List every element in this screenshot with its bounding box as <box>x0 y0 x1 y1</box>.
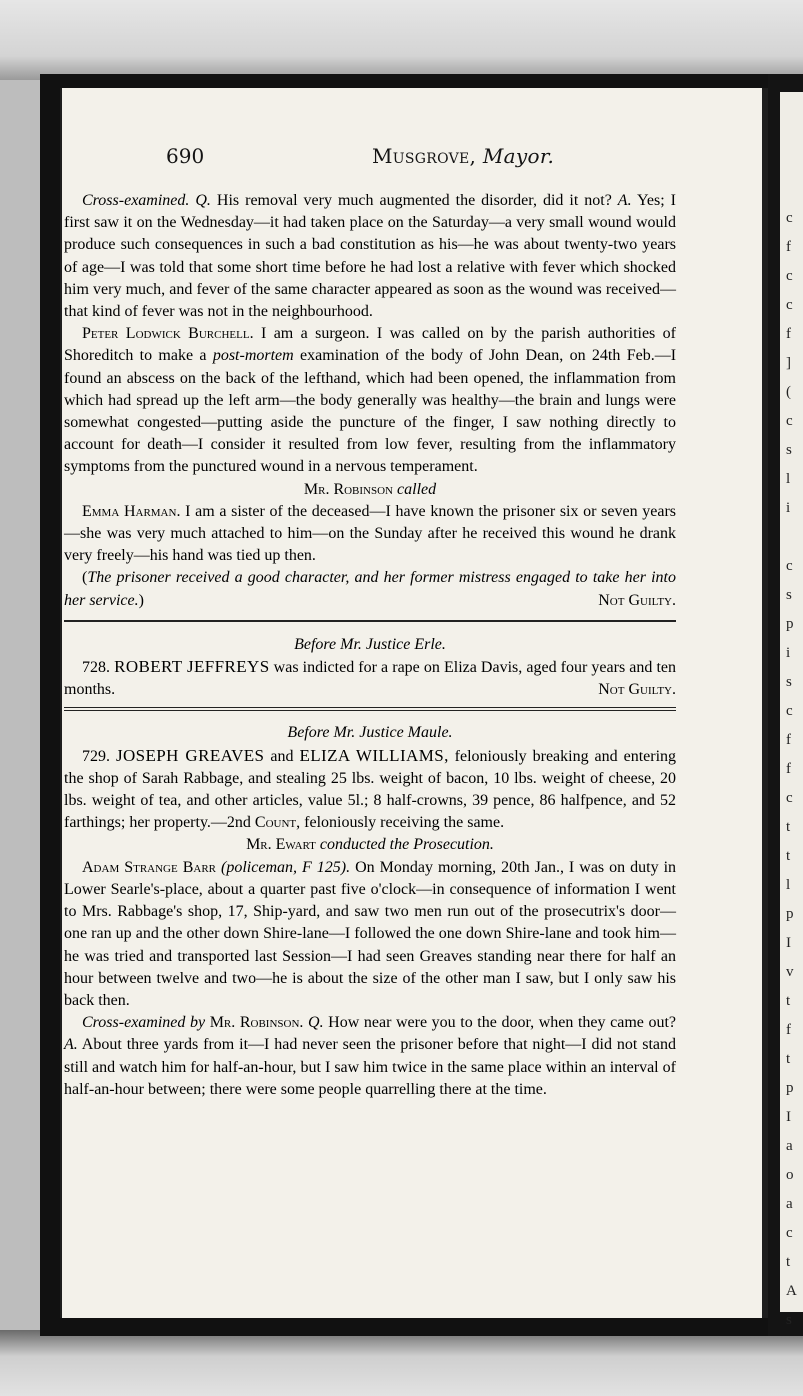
running-head-name: Musgrove, <box>372 144 477 168</box>
testimony-text: I am a surgeon. I was called on by the parish authorities of Shoreditch to make a <box>64 325 677 365</box>
a-marker: A. <box>64 1036 78 1054</box>
count-label: Count, <box>254 814 301 832</box>
defendant-name: ELIZA WILLIAMS, <box>299 745 449 765</box>
facing-page-fragment: p <box>786 616 794 632</box>
facing-page-fragment: A <box>786 1283 797 1299</box>
heading-text: Before Mr. Justice Maule. <box>287 724 453 742</box>
label-cross-examined: Cross-examined. <box>82 192 190 209</box>
question-text: His removal very much augmented the disorder, did it not? <box>216 192 612 209</box>
defendant-name: JOSEPH GREAVES <box>115 745 265 765</box>
indictment-text: was indicted for a rape on Eliza Davis, aged four years and ten months. <box>64 659 677 699</box>
testimony-text: I am a sister of the deceased—I have known the prisoner six or seven years—she was very much attached to him—on the Sunday after he received this wound he drank very freely—his hand was tied up then. <box>64 502 677 565</box>
divider-double <box>64 707 676 708</box>
facing-page-fragment: t <box>786 848 791 864</box>
facing-page-fragment: c <box>786 268 793 284</box>
facing-page-fragment: I <box>786 935 791 951</box>
counsel-name: Mr. Robinson. <box>209 1014 304 1032</box>
page-header <box>96 132 744 180</box>
police-designation: (policeman, F 125). <box>221 858 351 876</box>
a-marker: A. <box>617 192 632 209</box>
counsel-name: Mr. Robinson <box>303 480 394 498</box>
facing-page-fragment: i <box>786 500 791 516</box>
facing-page-fragment: s <box>786 674 792 690</box>
facing-page-fragment: s <box>786 587 792 603</box>
facing-page-fragment: c <box>786 1225 793 1241</box>
facing-page-fragment: f <box>786 1022 791 1038</box>
facing-page-fragment: i <box>786 645 791 661</box>
facing-page-fragment: f <box>786 326 791 342</box>
divider <box>64 620 676 622</box>
answer-text: Yes; I first saw it on the Wednesday—it had taken place on the Saturday—a very small wound would produce such consequences in such a bad constitution as his—he was about twenty-two years of age—I was told that some short time before he had lost a relative with fever which shocked him very much, and fever of the same character appeared as soon as the wound was received—that kind of fever was not in the neighbourhood. <box>64 192 677 321</box>
open-paren: ( <box>82 569 88 587</box>
facing-page-fragment: p <box>786 906 794 922</box>
page-content <box>96 132 744 180</box>
called-line <box>64 479 676 501</box>
paragraph-burchell <box>64 323 676 478</box>
case-729 <box>64 745 676 835</box>
facing-page-fragment: I <box>786 1109 791 1125</box>
character-note: The prisoner received a good character, and her former mistress engaged to take her into her service. <box>64 569 676 609</box>
facing-page-fragment: t <box>786 1254 791 1270</box>
facing-page-fragment: ] <box>786 355 791 371</box>
case-number: 729. <box>82 747 110 765</box>
case-728 <box>64 656 676 701</box>
defendant-name: ROBERT JEFFREYS <box>114 657 270 677</box>
facing-page-fragment: a <box>786 1196 793 1212</box>
section-heading <box>64 722 676 744</box>
prosecution-text: conducted the Prosecution. <box>319 836 494 854</box>
facing-page-fragment: l <box>786 471 791 487</box>
verdict: Not Guilty. <box>598 681 676 699</box>
facing-page-fragment: c <box>786 210 793 226</box>
facing-page-fragment: t <box>786 819 791 835</box>
facing-page-fragment: p <box>786 1080 794 1096</box>
facing-page-fragment: c <box>786 297 793 313</box>
facing-page-fragment: ( <box>786 384 791 400</box>
close-paren: ) <box>138 591 144 609</box>
facing-page-fragment: s <box>786 1312 792 1328</box>
heading-text: Before Mr. Justice Erle. <box>294 635 446 653</box>
facing-page-fragment: c <box>786 790 793 806</box>
prosecution-line <box>64 834 676 856</box>
counsel-name: Mr. Ewart <box>246 836 316 854</box>
scan-background-top <box>0 0 803 80</box>
testimony-text: On Monday morning, 20th Jan., I was on duty in Lower Searle's-place, about a quarter past five o'clock—in consequence of information I went to Mrs. Rabbage's shop, 17, Ship-yard, and saw two men run out of the prosecutrix's door—one ran up and the other down Shire-lane—I followed the one down Shire-lane and took him—he was tried and transported last Session—I had seen Greaves standing near there for half an hour between twelve and two—he is about the size of the other man I saw, but I only saw his back then. <box>64 858 677 1009</box>
paragraph-character <box>64 567 676 611</box>
verdict: Not Guilty. <box>598 591 676 609</box>
question-text: How near were you to the door, when they came out? <box>328 1014 677 1032</box>
paragraph-cross-examination-barr <box>64 1012 676 1101</box>
facing-page-fragment: t <box>786 993 791 1009</box>
post-mortem-term: post-mortem <box>212 347 294 365</box>
facing-page-fragment: t <box>786 1051 791 1067</box>
running-head-title: Mayor. <box>482 144 555 168</box>
paragraph-cross-examination <box>64 190 676 323</box>
facing-page-fragment: a <box>786 1138 793 1154</box>
facing-page-edge <box>780 92 803 1328</box>
answer-text: About three yards from it—I had never seen the prisoner before that night—I did not stand still and watch him for half-an-hour, but I saw him twice in the same place within an interval of half-an-hour between; there were some people quarrelling there at the time. <box>64 1036 676 1098</box>
facing-page-fragment: f <box>786 239 791 255</box>
witness-name: Adam Strange Barr <box>82 858 217 876</box>
facing-page-fragment: c <box>786 413 793 429</box>
body-text <box>64 190 676 1101</box>
facing-page-fragment: c <box>786 558 793 574</box>
called-text: called <box>397 480 437 498</box>
paragraph-harman <box>64 501 676 568</box>
facing-page-fragment: f <box>786 732 791 748</box>
facing-page-fragment: l <box>786 877 791 893</box>
page-number: 690 <box>166 144 205 168</box>
witness-name: Peter Lodwick Burchell. <box>82 325 254 343</box>
facing-page-fragment: o <box>786 1167 794 1183</box>
q-marker: Q. <box>308 1014 324 1032</box>
conjunction: and <box>270 747 294 765</box>
q-marker: Q. <box>195 192 211 209</box>
label-cross-examined: Cross-examined by <box>82 1014 206 1032</box>
indictment-text: feloniously receiving the same. <box>304 814 505 832</box>
section-heading <box>64 634 676 656</box>
indictment-text: feloniously breaking and entering the shop of Sarah Rabbage, and stealing 25 lbs. weight of bacon, 10 lbs. weight of cheese, 20 lbs. weight of tea, and other articles, value 5l.; 8 half-crowns, 39 pence, 86 halfpence, and 52 farthings; her property.—2nd <box>64 747 677 832</box>
facing-page-fragment: f <box>786 761 791 777</box>
scan-background-bottom <box>0 1330 803 1396</box>
facing-page-fragment: v <box>786 964 794 980</box>
case-number: 728. <box>82 659 110 677</box>
running-head <box>372 144 554 168</box>
witness-name: Emma Harman. <box>82 502 181 520</box>
paragraph-barr <box>64 857 676 1012</box>
facing-page-fragment: c <box>786 703 793 719</box>
testimony-text: examination of the body of John Dean, on 24th Feb.—I found an abscess on the back of the lefthand, which had been opened, the inflammation from which had spread up the left arm—the body generally was healthy—the brain and lungs were somewhat congested—putting aside the puncture of the finger, I saw nothing directly to account for death—I consider it resulted from low fever, resulting from the inflammatory symptoms from the punctured wound in a nervous temperament. <box>64 347 677 476</box>
facing-page-fragment: s <box>786 442 792 458</box>
